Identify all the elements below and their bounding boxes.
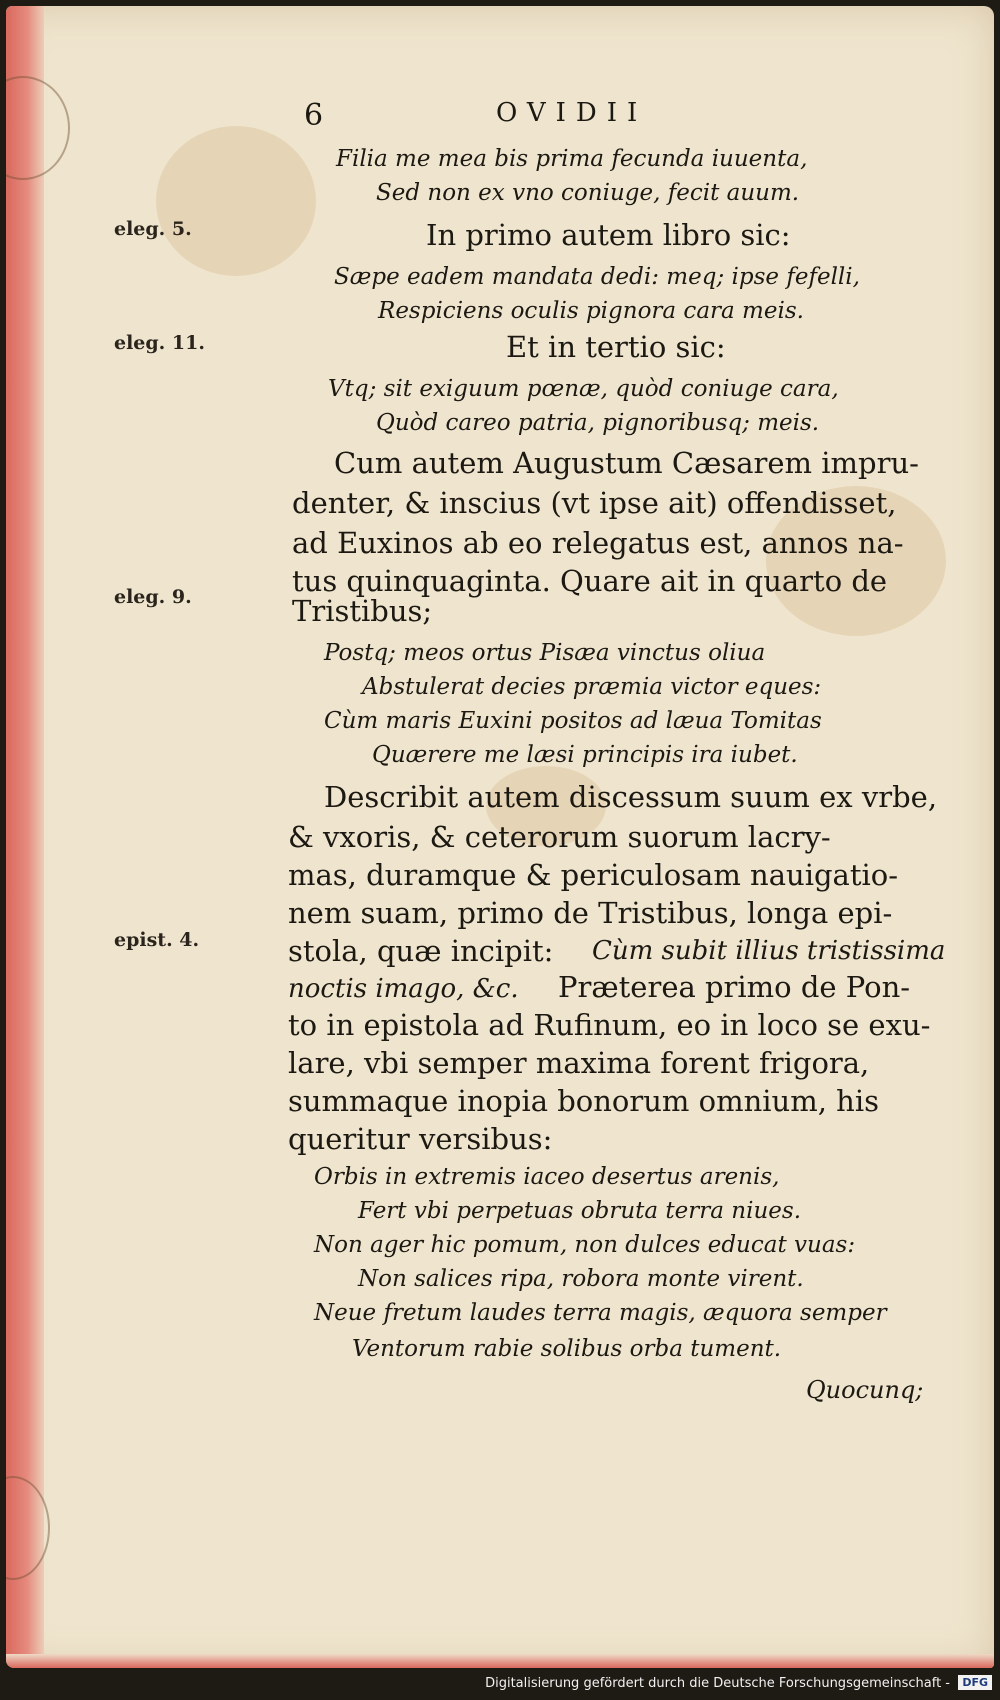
red-page-edge: [6, 6, 44, 1668]
prose-line: tus quinquaginta. Quare ait in quarto de: [292, 564, 888, 598]
verse-line: Non ager hic pomum, non dulces educat vuas:: [314, 1232, 856, 1258]
prose-line: Cum autem Augustum Cæsarem impru-: [334, 446, 919, 480]
prose-line: mas, duramque & periculosam nauigatio-: [288, 858, 899, 892]
verse-line: Filia me mea bis prima fecunda iuuenta,: [336, 146, 808, 172]
catchword: Quocunq;: [806, 1376, 924, 1404]
book-page: [6, 6, 994, 1668]
italic-incipit: noctis imago, &c.: [288, 974, 519, 1004]
margin-note: eleg. 5.: [114, 218, 192, 240]
verse-line: Sed non ex vno coniuge, fecit auum.: [376, 180, 800, 206]
prose-line: Tristibus;: [292, 594, 433, 628]
prose-line: & vxoris, & ceterorum suorum lacry-: [288, 820, 831, 854]
prose-line: to in epistola ad Rufinum, eo in loco se exu-: [288, 1008, 931, 1042]
verse-line: Neue fretum laudes terra magis, æquora semper: [314, 1300, 887, 1326]
margin-note: eleg. 11.: [114, 332, 205, 354]
footer-bar: [0, 1668, 1000, 1700]
verse-line: Abstulerat decies præmia victor eques:: [362, 674, 822, 700]
prose-line: ad Euxinos ab eo relegatus est, annos na-: [292, 526, 904, 560]
footer-credit: Digitalisierung gefördert durch die Deutsche Forschungsgemeinschaft -: [485, 1676, 950, 1691]
prose-line: denter, & inscius (vt ipse ait) offendisset,: [292, 486, 897, 520]
prose-line: In primo autem libro sic:: [426, 218, 791, 252]
verse-line: Non salices ripa, robora monte virent.: [358, 1266, 804, 1292]
prose-line: lare, vbi semper maxima forent frigora,: [288, 1046, 870, 1080]
italic-incipit: Cùm subit illius tristissima: [592, 936, 946, 966]
verse-line: Vtq; sit exiguum pœnæ, quòd coniuge cara,: [328, 376, 839, 402]
stain: [156, 126, 316, 276]
prose-line: queritur versibus:: [288, 1122, 553, 1156]
verse-line: Sæpe eadem mandata dedi: meq; ipse fefelli,: [334, 264, 860, 290]
verse-line: Orbis in extremis iaceo desertus arenis,: [314, 1164, 780, 1190]
verse-line: Ventorum rabie solibus orba tument.: [352, 1336, 782, 1362]
verse-line: Postq; meos ortus Pisæa vinctus oliua: [324, 640, 766, 666]
page-number: 6: [304, 98, 324, 133]
prose-line: summaque inopia bonorum omnium, his: [288, 1084, 880, 1118]
verse-line: Cùm maris Euxini positos ad læua Tomitas: [324, 708, 822, 734]
dfg-logo: DFG: [958, 1675, 992, 1690]
verse-line: Respiciens oculis pignora cara meis.: [378, 298, 804, 324]
margin-note: epist. 4.: [114, 929, 200, 951]
verse-line: Quòd careo patria, pignoribusq; meis.: [376, 410, 820, 436]
verse-line: Quærere me læsi principis ira iubet.: [372, 742, 798, 768]
red-bottom-edge: [6, 1654, 994, 1668]
prose-line: Describit autem discessum suum ex vrbe,: [324, 780, 938, 814]
prose-line: stola, quæ incipit:: [288, 934, 554, 968]
prose-line: Et in tertio sic:: [506, 330, 726, 364]
verse-line: Fert vbi perpetuas obruta terra niues.: [358, 1198, 802, 1224]
prose-line: nem suam, primo de Tristibus, longa epi-: [288, 896, 893, 930]
prose-line: Præterea primo de Pon-: [558, 970, 911, 1004]
running-head: OVIDII: [496, 98, 648, 128]
page-header: [6, 98, 994, 134]
margin-note: eleg. 9.: [114, 586, 192, 608]
